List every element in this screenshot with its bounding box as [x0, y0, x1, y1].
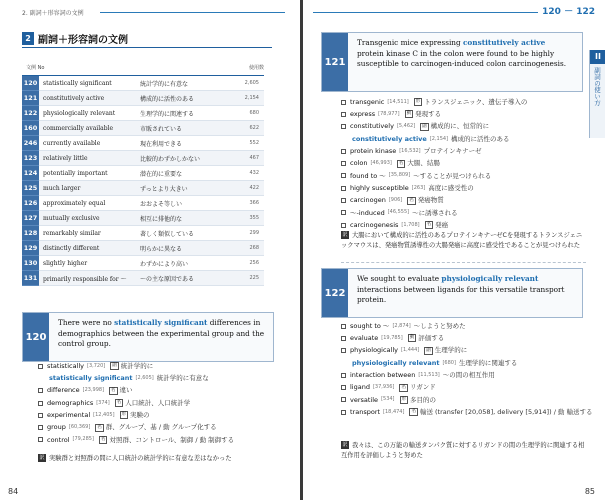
vocab-frequency: [2,874] — [392, 322, 411, 329]
row-english: approximately equal — [43, 199, 106, 207]
vocab-meaning: ～することが見つけられる — [413, 171, 492, 180]
row-japanese: ～の主な原因である — [140, 275, 195, 283]
vocab-meaning: ～の間の相互作用 — [442, 371, 495, 380]
vocab-word: control — [47, 435, 70, 444]
row-frequency: 680 — [249, 110, 259, 116]
entry-122-box — [321, 268, 583, 318]
checkbox-icon[interactable] — [38, 388, 43, 393]
translation-text: 我々は、この万能の輸送タンパク質に対するリガンドの間の生理学的に関連する相互作用を評価しようと努めた — [341, 442, 585, 460]
row-japanese: 統計学的に有意な — [140, 80, 189, 88]
checkbox-icon[interactable] — [341, 348, 346, 353]
vocab-meaning: プロテインキナーゼ — [423, 147, 482, 156]
part-of-speech-tag: 名 — [100, 436, 106, 442]
table-row — [22, 241, 264, 256]
vocab-meaning: 発癌 — [435, 220, 449, 229]
checkbox-icon[interactable] — [341, 100, 346, 105]
part-of-speech-tag: 動 — [406, 111, 412, 117]
row-frequency: 2,605 — [244, 80, 259, 86]
vocab-frequency: [35,809] — [388, 172, 411, 179]
sentence-part: differences in demographics between the experimental group and the control group. — [58, 318, 265, 349]
vocab-item — [341, 369, 593, 381]
vocab-item — [341, 170, 527, 182]
row-number: 127 — [22, 211, 39, 226]
row-japanese: 現在利用できる — [140, 140, 183, 148]
vocab-frequency: [46,555] — [387, 209, 410, 216]
vocab-item — [38, 372, 234, 384]
vocab-meaning: 大腸、結腸 — [407, 159, 440, 168]
entry-121-box — [321, 32, 583, 92]
row-english: relatively little — [43, 154, 88, 162]
vocab-item — [341, 121, 527, 133]
row-frequency: 355 — [249, 215, 259, 221]
row-japanese: わずかにより高い — [140, 260, 189, 268]
entry-120-box — [22, 312, 274, 362]
table-row — [22, 271, 264, 286]
sentence-part: We sought to evaluate — [357, 274, 442, 283]
entry-number: 122 — [322, 269, 348, 317]
translation-text: 実験群と対照群の間に人口統計の統計学的に有意な差はなかった — [49, 455, 232, 462]
vocab-word: protein kinase — [350, 147, 397, 156]
translation-122 — [341, 441, 586, 462]
translation-icon: 訳 — [39, 455, 45, 461]
table-row — [22, 196, 264, 211]
vocab-item — [341, 145, 527, 157]
row-japanese: 著しく類似している — [140, 230, 195, 238]
vocab-word: express — [350, 110, 376, 119]
translation-text: 大腸において構成的に活性のあるプロテインキナーゼCを発現するトランスジェニックマウスは、発癌物質誘導性の大腸発癌に高度に感受性であることが見つけられた — [341, 232, 583, 250]
row-number: 128 — [22, 226, 39, 241]
checkbox-icon[interactable] — [341, 324, 346, 329]
vocab-frequency: [3,720] — [87, 362, 106, 369]
vocab-meaning: 評価する — [418, 334, 445, 343]
header-rule — [313, 12, 538, 13]
vocab-word: sought to ～ — [350, 321, 390, 330]
vocab-list-120 — [38, 360, 234, 446]
vocab-frequency: [1,444] — [401, 347, 420, 354]
vocab-item — [38, 434, 234, 446]
part-of-speech-tag: 名 — [426, 222, 432, 228]
vocab-word: physiologically relevant — [352, 358, 440, 367]
row-number: 126 — [22, 196, 39, 211]
row-japanese: 潜在的に重要な — [140, 170, 183, 178]
vocab-frequency: [2,605] — [135, 374, 154, 381]
checkbox-icon[interactable] — [341, 149, 346, 154]
row-japanese: 明らかに異なる — [140, 245, 183, 253]
translation-120 — [38, 454, 283, 464]
checkbox-icon[interactable] — [341, 198, 346, 203]
table-row — [22, 91, 264, 106]
table-header-no: 文例 No — [26, 65, 45, 71]
vocab-item — [341, 394, 593, 406]
section-heading — [22, 31, 128, 46]
vocab-frequency: [79,285] — [72, 436, 94, 443]
sentence-keyphrase: physiologically relevant — [441, 274, 539, 283]
translation-121 — [341, 231, 586, 252]
row-english: constitutively active — [43, 94, 105, 102]
row-frequency: 256 — [249, 260, 259, 266]
vocab-meaning: 人口統計、人口統計学 — [125, 398, 191, 407]
vocab-list-121 — [341, 96, 527, 231]
chapter-number: II — [590, 50, 605, 64]
vocab-meaning: トランスジェニック、遺伝子導入の — [424, 97, 528, 106]
row-frequency: 432 — [249, 170, 259, 176]
row-english: statistically significant — [43, 79, 112, 87]
vocab-word: highly susceptible — [350, 183, 409, 192]
vocab-item — [341, 332, 593, 344]
vocab-word: physiologically — [350, 346, 398, 355]
part-of-speech-tag: 名 — [116, 400, 122, 406]
vocab-word: interaction between — [350, 371, 416, 380]
vocab-item — [38, 397, 234, 409]
row-frequency: 2,154 — [244, 95, 259, 101]
row-english: much larger — [43, 184, 81, 192]
vocab-item — [341, 357, 593, 369]
vocab-item — [38, 421, 234, 433]
part-of-speech-tag: 名 — [97, 424, 102, 430]
row-english: primarily responsible for ～ — [43, 275, 127, 283]
row-number: 125 — [22, 181, 39, 196]
row-english: slightly higher — [43, 259, 88, 267]
vocab-frequency: [5,462] — [396, 123, 416, 130]
vocab-meaning: 生理学的に関連する — [458, 358, 518, 367]
vocab-word: difference — [47, 386, 80, 395]
part-of-speech-tag: 形 — [415, 99, 421, 105]
table-row — [22, 136, 264, 151]
vocab-item — [38, 385, 234, 397]
vocab-frequency: [374] — [96, 399, 110, 406]
vocab-item — [341, 320, 593, 332]
row-japanese: 構成的に活性のある — [140, 95, 195, 103]
vocab-frequency: [14,511] — [387, 98, 409, 105]
checkbox-icon[interactable] — [341, 410, 346, 415]
part-of-speech-tag: 形 — [401, 396, 407, 402]
checkbox-icon[interactable] — [38, 364, 43, 369]
left-page — [0, 0, 300, 500]
part-of-speech-tag: 副 — [422, 123, 427, 129]
table-row — [22, 166, 264, 181]
vocab-item — [341, 219, 527, 231]
vocab-word: evaluate — [350, 334, 379, 343]
vocab-meaning: 構成的に、恒常的に — [430, 122, 490, 131]
row-frequency: 268 — [249, 245, 259, 251]
row-english: currently available — [43, 139, 101, 147]
checkbox-icon[interactable] — [341, 161, 346, 166]
vocab-frequency: [19,785] — [381, 334, 403, 341]
vocab-frequency: [46,993] — [370, 160, 392, 167]
row-english: potentially important — [43, 169, 108, 177]
part-of-speech-tag: 名 — [398, 160, 404, 166]
checkbox-icon[interactable] — [38, 413, 43, 418]
page-range: 120 － 122 — [542, 7, 595, 17]
row-number: 122 — [22, 106, 39, 121]
vocab-item — [38, 409, 234, 421]
vocab-meaning: ～しようと努めた — [413, 321, 466, 330]
entry-number: 121 — [322, 33, 348, 91]
vocab-meaning: 構成的に活性のある — [451, 134, 510, 143]
vocab-item — [341, 406, 593, 418]
checkbox-icon[interactable] — [38, 401, 43, 406]
vocab-meaning: 統計学的に有意な — [156, 374, 209, 383]
row-number: 120 — [22, 76, 39, 91]
row-frequency: 299 — [249, 230, 259, 236]
checkbox-icon[interactable] — [341, 186, 346, 191]
vocab-word: versatile — [350, 395, 379, 404]
checkbox-icon[interactable] — [341, 336, 346, 341]
row-number: 123 — [22, 151, 39, 166]
vocab-word: statistically significant — [49, 374, 133, 383]
vocab-word: constitutively active — [352, 134, 427, 143]
row-english: mutually exclusive — [43, 214, 100, 222]
vocab-frequency: [534] — [381, 396, 395, 403]
vocab-meaning: 群、グループ、基 / 動 グループ化する — [105, 423, 217, 432]
row-frequency: 366 — [249, 200, 259, 206]
vocab-frequency: [16,532] — [399, 147, 421, 154]
row-number: 160 — [22, 121, 39, 136]
vocab-item — [341, 96, 527, 108]
vocab-meaning: 対照群、コントロール、制御 / 動 制御する — [109, 435, 235, 444]
vocab-word: carcinogen — [350, 196, 386, 205]
row-english: physiologically relevant — [43, 109, 116, 117]
part-of-speech-tag: 名 — [409, 197, 414, 203]
vocab-frequency: [78,977] — [378, 110, 400, 117]
vocab-word: transport — [350, 407, 381, 416]
checkbox-icon[interactable] — [341, 173, 346, 178]
vocab-meaning: 輸送 (transfer [20,058], delivery [5,914]) / 動 輸送する — [419, 407, 593, 416]
sentence-part: There were no — [58, 318, 115, 327]
entry-sentence — [49, 313, 273, 361]
table-row — [22, 256, 264, 271]
row-japanese: 市販されている — [140, 125, 183, 133]
vocab-item — [341, 182, 527, 194]
vocab-item — [341, 194, 527, 206]
vocab-meaning: 高度に感受性の — [428, 183, 474, 192]
vocab-word: demographics — [47, 398, 94, 407]
table-row — [22, 106, 264, 121]
part-of-speech-tag: 形 — [121, 412, 127, 418]
vocab-word: ligand — [350, 383, 370, 392]
row-english: commercially available — [43, 124, 114, 132]
vocab-meaning: リガンド — [409, 383, 436, 392]
vocab-item — [341, 381, 593, 393]
vocab-list-122 — [341, 320, 593, 418]
table-row — [22, 211, 264, 226]
checkbox-icon[interactable] — [341, 223, 346, 228]
entry-number: 120 — [23, 313, 49, 361]
sentence-part: interactions between ligands for this versatile transport protein. — [357, 284, 565, 305]
table-row — [22, 121, 264, 136]
vocab-frequency: [680] — [442, 359, 456, 366]
phrase-table — [22, 75, 264, 286]
row-frequency: 225 — [249, 275, 259, 281]
row-japanese: おおよそ等しい — [140, 200, 183, 208]
vocab-word: ～-induced — [350, 208, 385, 217]
row-frequency: 552 — [249, 140, 259, 146]
vocab-meaning: 発現する — [415, 110, 442, 119]
vocab-word: group — [47, 423, 66, 432]
checkbox-icon[interactable] — [38, 425, 43, 430]
section-number: 2 — [22, 32, 34, 45]
vocab-item — [341, 108, 527, 120]
vocab-word: carcinogenesis — [350, 220, 399, 229]
vocab-meaning: 実験の — [130, 411, 150, 420]
sentence-keyphrase: constitutively active — [462, 38, 546, 47]
vocab-word: statistically — [47, 361, 85, 370]
part-of-speech-tag: 名 — [111, 387, 116, 393]
table-row — [22, 151, 264, 166]
vocab-frequency: [23,998] — [82, 387, 105, 394]
vocab-frequency: [18,474] — [383, 408, 405, 415]
sentence-keyphrase: statistically significant — [114, 318, 208, 327]
checkbox-icon[interactable] — [341, 397, 346, 402]
vocab-word: transgenic — [350, 97, 385, 106]
checkbox-icon[interactable] — [341, 385, 346, 390]
row-english: distinctly different — [43, 244, 100, 252]
table-row — [22, 181, 264, 196]
vocab-word: colon — [350, 159, 368, 168]
vocab-meaning: ～に誘導される — [412, 208, 458, 217]
header-rule — [100, 12, 285, 13]
row-number: 124 — [22, 166, 39, 181]
vocab-frequency: [263] — [411, 184, 426, 191]
row-frequency: 622 — [249, 125, 259, 131]
part-of-speech-tag: 名 — [401, 384, 406, 390]
vocab-frequency: [37,936] — [372, 384, 395, 391]
vocab-item — [341, 207, 527, 219]
table-header-freq: 使用数 — [248, 65, 264, 71]
vocab-item — [341, 345, 593, 357]
vocab-meaning: 統計学的に — [120, 361, 154, 370]
entry-sentence — [348, 269, 582, 317]
row-number: 246 — [22, 136, 39, 151]
part-of-speech-tag: 名 — [411, 409, 416, 415]
vocab-word: experimental — [47, 411, 91, 420]
row-japanese: 生理学的に関連する — [140, 110, 195, 118]
checkbox-icon[interactable] — [341, 210, 346, 215]
row-number: 121 — [22, 91, 39, 106]
chapter-side-tab — [589, 50, 605, 138]
row-number: 131 — [22, 271, 39, 286]
row-frequency: 422 — [249, 185, 259, 191]
vocab-meaning: 生理学的に — [434, 346, 468, 355]
row-english: remarkably similar — [43, 229, 101, 237]
section-title: 副詞＋形容詞の文例 — [38, 35, 128, 46]
row-frequency: 467 — [249, 155, 259, 161]
vocab-meaning: 発癌物質 — [417, 196, 444, 205]
table-row — [22, 76, 264, 91]
row-japanese: 相互に排他的な — [140, 215, 183, 223]
vocab-item — [38, 360, 234, 372]
vocab-frequency: [11,513] — [418, 371, 440, 378]
row-number: 130 — [22, 256, 39, 271]
vocab-frequency: [12,405] — [93, 411, 115, 418]
checkbox-icon[interactable] — [341, 373, 346, 378]
table-row — [22, 226, 264, 241]
entry-separator — [341, 262, 586, 263]
page-number: 85 — [584, 487, 595, 496]
vocab-meaning: 違い — [119, 386, 133, 395]
part-of-speech-tag: 副 — [426, 347, 431, 353]
running-head: 2. 副詞＋形容詞の文例 — [22, 10, 84, 17]
page-number: 84 — [8, 487, 19, 496]
checkbox-icon[interactable] — [341, 112, 346, 117]
vocab-word: constitutively — [350, 122, 394, 131]
vocab-frequency: [906] — [388, 197, 403, 204]
vocab-item — [341, 157, 527, 169]
row-japanese: ずっとより大きい — [140, 185, 188, 193]
translation-icon: 訳 — [342, 442, 348, 448]
row-japanese: 比較的わずかしかない — [140, 155, 201, 163]
sentence-part: Transgenic mice expressing — [357, 38, 463, 47]
part-of-speech-tag: 副 — [112, 363, 117, 369]
vocab-frequency: [2,154] — [429, 135, 449, 142]
row-number: 129 — [22, 241, 39, 256]
sentence-part: protein kinase C in the colon were found to be highly susceptible to carcinogen-induced colon carcinogenesis. — [357, 48, 567, 69]
section-underline — [22, 47, 272, 48]
vocab-word: found to ～ — [350, 171, 386, 180]
vocab-meaning: 多目的の — [410, 395, 437, 404]
chapter-title: 副詞の使い方 — [593, 67, 601, 106]
checkbox-icon[interactable] — [38, 437, 43, 442]
right-page — [303, 0, 605, 500]
vocab-frequency: [1,708] — [401, 221, 420, 228]
part-of-speech-tag: 動 — [409, 335, 415, 341]
checkbox-icon[interactable] — [341, 124, 346, 129]
translation-icon: 訳 — [342, 232, 348, 238]
vocab-frequency: [60,369] — [68, 424, 91, 431]
vocab-item — [341, 133, 527, 145]
entry-sentence — [348, 33, 582, 91]
